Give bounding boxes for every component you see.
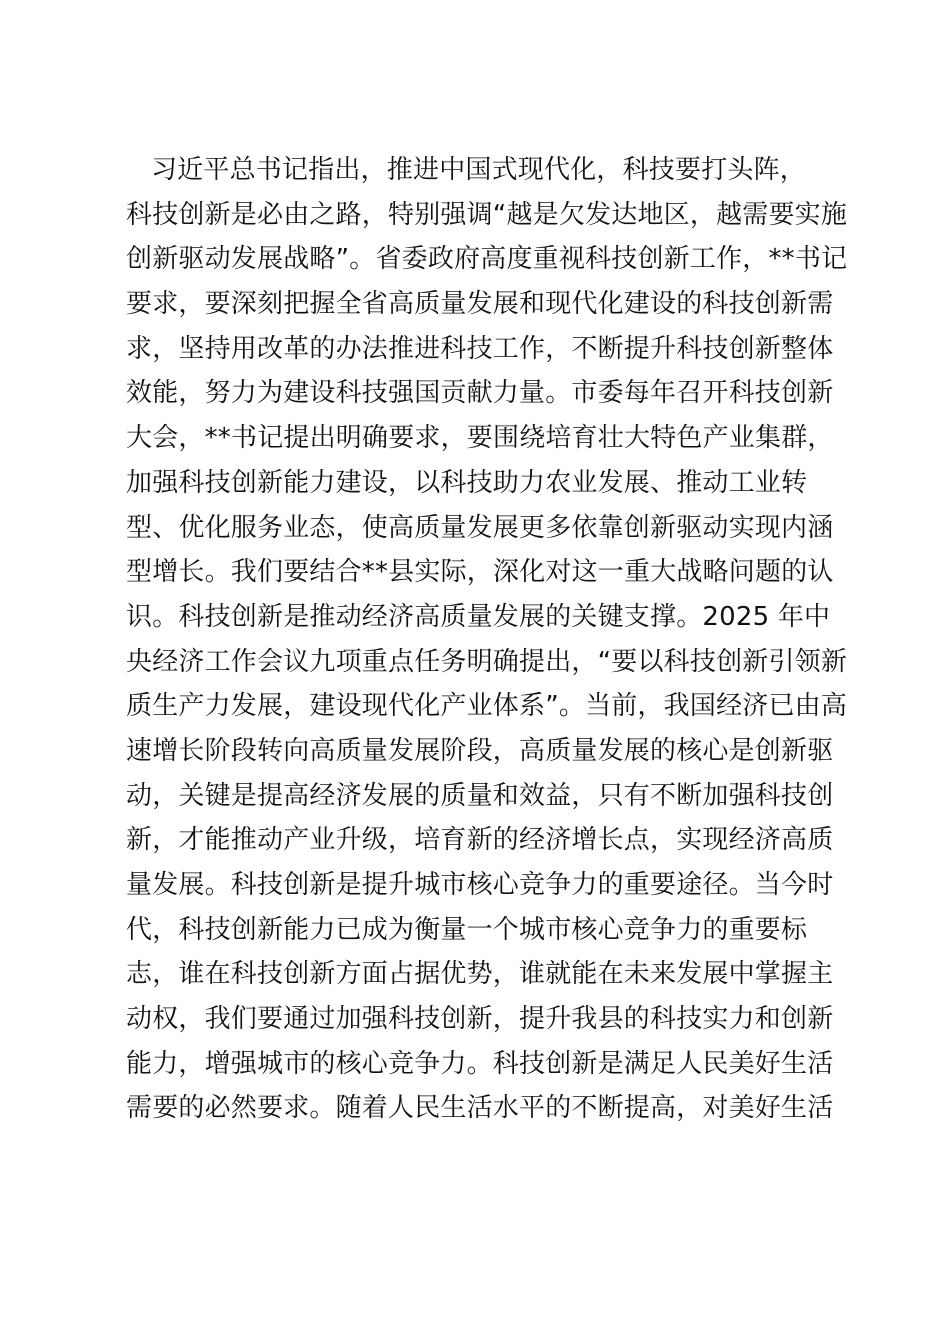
paragraph-line: 能力，增强城市的核心竞争力。科技创新是满足人民美好生活 (126, 1048, 834, 1079)
paragraph-line: 型、优化服务业态，使高质量发展更多依靠创新驱动实现内涵 (126, 512, 834, 543)
paragraph-line: 求，坚持用改革的办法推进科技工作，不断提升科技创新整体 (126, 333, 834, 364)
paragraph-line: 大会，**书记提出明确要求，要围绕培育壮大特色产业集群， (126, 423, 834, 454)
paragraph-line: 加强科技创新能力建设，以科技助力农业发展、推动工业转 (126, 467, 808, 498)
paragraph-line: 型增长。我们要结合**县实际，深化对这一重大战略问题的认 (126, 557, 834, 588)
paragraph-line: 需要的必然要求。随着人民生活水平的不断提高，对美好生活 (126, 1093, 834, 1124)
paragraph-line: 代，科技创新能力已成为衡量一个城市核心竞争力的重要标 (126, 914, 808, 945)
paragraph-line: 效能，努力为建设科技强国贡献力量。市委每年召开科技创新 (126, 378, 834, 409)
paragraph-line: 速增长阶段转向高质量发展阶段，高质量发展的核心是创新驱 (126, 735, 834, 766)
paragraph-line: 质生产力发展，建设现代化产业体系”。当前，我国经济已由高 (126, 691, 848, 722)
paragraph-line: 量发展。科技创新是提升城市核心竞争力的重要途径。当今时 (126, 870, 834, 900)
paragraph-line: 习近平总书记指出，推进中国式现代化，科技要打头阵， (151, 155, 807, 185)
paragraph-line: 志，谁在科技创新方面占据优势，谁就能在未来发展中掌握主 (126, 959, 834, 990)
paragraph-line: 要求，要深刻把握全省高质量发展和现代化建设的科技创新需 (126, 289, 834, 320)
paragraph-line: 动，关键是提高经济发展的质量和效益，只有不断加强科技创 (126, 780, 834, 811)
paragraph-line: 识。科技创新是推动经济高质量发展的关键支撑。2025 年中 (126, 601, 831, 632)
paragraph-line: 央经济工作会议九项重点任务明确提出，“要以科技创新引领新 (126, 646, 848, 677)
paragraph-line: 科技创新是必由之路，特别强调“越是欠发达地区，越需要实施 (126, 199, 848, 230)
paragraph-line: 动权，我们要通过加强科技创新，提升我县的科技实力和创新 (126, 1004, 834, 1035)
paragraph-line: 新，才能推动产业升级，培育新的经济增长点，实现经济高质 (126, 825, 834, 856)
body-paragraph (126, 148, 848, 1131)
paragraph-line: 创新驱动发展战略”。省委政府高度重视科技创新工作，**书记 (126, 244, 848, 275)
